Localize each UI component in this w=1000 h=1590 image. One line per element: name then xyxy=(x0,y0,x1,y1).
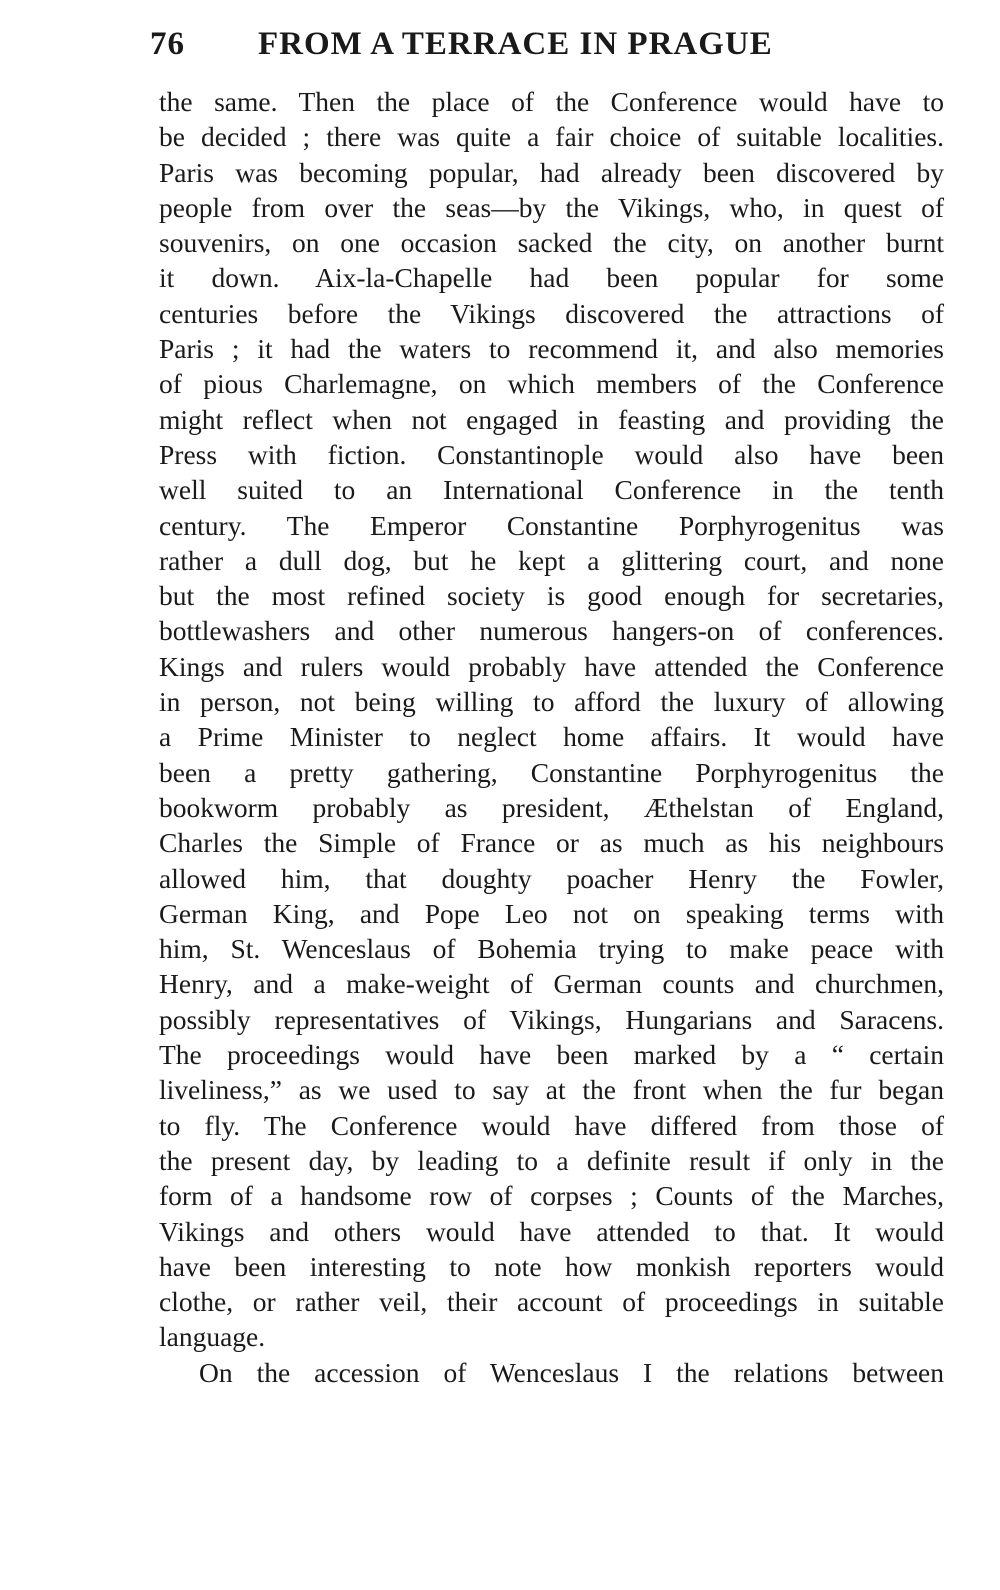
text-line: Kings and rulers would probably have attended the Conference xyxy=(159,650,944,682)
text-line: century. The Emperor Constantine Porphyrogenitus was xyxy=(159,509,944,541)
paragraph-end-line: language. xyxy=(159,1321,266,1353)
page-number: 76 xyxy=(150,26,185,62)
text-line: Paris was becoming popular, had already been discovered by xyxy=(159,156,944,188)
text-line: form of a handsome row of corpses ; Counts of the Marches, xyxy=(159,1180,944,1212)
text-line: be decided ; there was quite a fair choice of suitable localities. xyxy=(159,121,944,153)
text-line: bottlewashers and other numerous hangers-on of conferences. xyxy=(159,615,944,647)
text-line: souvenirs, on one occasion sacked the city, on another burnt xyxy=(159,227,944,259)
text-line: Charles the Simple of France or as much as his neighbours xyxy=(159,827,944,859)
text-line: might reflect when not engaged in feasting and providing the xyxy=(159,403,944,435)
text-line: been a pretty gathering, Constantine Porphyrogenitus the xyxy=(159,756,944,788)
paragraph-start-line: On the accession of Wenceslaus I the relations between xyxy=(199,1356,944,1388)
text-line: German King, and Pope Leo not on speaking terms with xyxy=(159,897,944,929)
text-line: Henry, and a make-weight of German counts and churchmen, xyxy=(159,968,944,1000)
text-line: centuries before the Vikings discovered the attractions of xyxy=(159,297,944,329)
text-line: the same. Then the place of the Conference would have to xyxy=(159,86,944,117)
running-head xyxy=(150,26,840,76)
text-line: Press with fiction. Constantinople would also have been xyxy=(159,438,944,470)
text-line: to fly. The Conference would have differed from those of xyxy=(159,1109,944,1141)
text-line: of pious Charlemagne, on which members of the Conference xyxy=(159,368,944,400)
text-line: bookworm probably as president, Æthelstan of England, xyxy=(159,791,944,823)
text-line: but the most refined society is good enough for secretaries, xyxy=(159,580,944,612)
body-text xyxy=(159,84,944,1390)
text-line: have been interesting to note how monkish reporters would xyxy=(159,1250,944,1282)
text-line: Vikings and others would have attended to that. It would xyxy=(159,1215,944,1247)
text-line: people from over the seas—by the Vikings, who, in quest of xyxy=(159,191,944,223)
text-line: possibly representatives of Vikings, Hungarians and Saracens. xyxy=(159,1003,944,1035)
text-line: a Prime Minister to neglect home affairs. It would have xyxy=(159,721,944,753)
text-line: Paris ; it had the waters to recommend it, and also memories xyxy=(159,333,944,365)
text-line: him, St. Wenceslaus of Bohemia trying to make peace with xyxy=(159,933,944,965)
text-line: in person, not being willing to afford the luxury of allowing xyxy=(159,686,944,718)
text-line: rather a dull dog, but he kept a glittering court, and none xyxy=(159,544,944,576)
text-line: allowed him, that doughty poacher Henry the Fowler, xyxy=(159,862,944,894)
text-line: The proceedings would have been marked by a “ certain xyxy=(159,1039,944,1071)
text-line: clothe, or rather veil, their account of proceedings in suitable xyxy=(159,1286,944,1318)
running-title: FROM A TERRACE IN PRAGUE xyxy=(258,26,773,62)
text-line: well suited to an International Conference in the tenth xyxy=(159,474,944,506)
text-line: liveliness,” as we used to say at the front when the fur began xyxy=(159,1074,944,1106)
text-line: it down. Aix-la-Chapelle had been popular for some xyxy=(159,262,944,294)
text-line: the present day, by leading to a definite result if only in the xyxy=(159,1144,944,1176)
